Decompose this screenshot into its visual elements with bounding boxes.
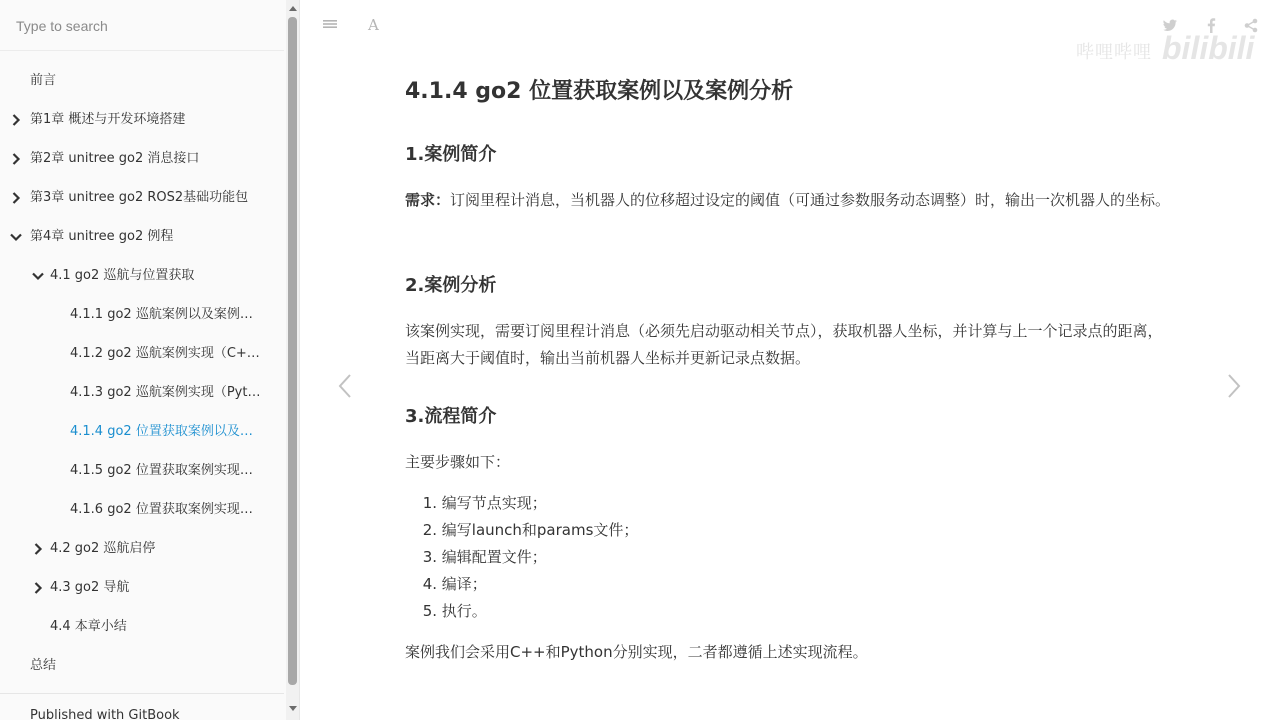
closing-paragraph: 案例我们会采用C++和Python分别实现，二者都遵循上述实现流程。 [405,643,868,661]
sidebar [0,0,300,720]
sidebar-toc-label: 4.1.5 go2 位置获取案例实现… [70,463,253,478]
list-item: 4. 编译； [422,575,487,593]
svg-text:A: A [368,16,379,33]
sidebar-toc-item[interactable] [0,264,284,288]
section-heading: 3.流程简介 [405,406,497,427]
step-text: 编写节点实现； [441,494,547,512]
chevron-right-icon[interactable] [31,581,45,595]
search-input[interactable] [14,14,278,38]
sidebar-toc-item[interactable] [0,69,284,93]
published-with-gitbook-link[interactable]: Published with GitBook [30,708,180,720]
sidebar-toc-item[interactable] [0,459,284,483]
sidebar-toc-label: 4.1.1 go2 巡航案例以及案例… [70,307,253,322]
sidebar-toc-item[interactable] [0,147,284,171]
requirement-text: 订阅里程计消息，当机器人的位移超过设定的阈值（可通过参数服务动态调整）时，输出一次机器人的坐标。 [450,191,1171,209]
list-item: 1. 编写节点实现； [422,494,547,512]
chevron-down-icon[interactable] [9,230,23,244]
next-page-chevron-icon[interactable] [1226,372,1242,404]
step-text: 编写launch和params文件； [441,521,639,539]
section-heading: 2.案例分析 [405,275,497,296]
sidebar-scrollbar[interactable] [286,0,299,720]
chevron-right-icon[interactable] [31,542,45,556]
page-title: 4.1.4 go2 位置获取案例以及案例分析 [405,79,794,104]
sidebar-toc-label: 第1章 概述与开发环境搭建 [30,112,186,127]
sidebar-toc-label: 第3章 unitree go2 ROS2基础功能包 [30,190,249,205]
steps-list [405,490,638,625]
steps-intro: 主要步骤如下： [405,453,511,471]
gitbook-footer [0,693,284,720]
sidebar-toc-label: 4.4 本章小结 [50,619,127,634]
sidebar-toc-label: 前言 [30,73,57,88]
chevron-right-icon[interactable] [9,152,23,166]
scroll-up-arrow[interactable] [289,6,297,11]
analysis-paragraph: 该案例实现，需要订阅里程计消息（必须先启动驱动相关节点），获取机器人坐标，并计算与上一个记录点的距离，当距离大于阈值时，输出当前机器人坐标并更新记录点数据。 [405,322,1163,367]
chevron-right-icon[interactable] [9,191,23,205]
sidebar-toc-item[interactable] [0,381,284,405]
scroll-thumb[interactable] [288,17,297,685]
sidebar-toc-item[interactable] [0,108,284,132]
sidebar-toc-label: 4.2 go2 巡航启停 [50,541,156,556]
sidebar-toc-label: 4.1 go2 巡航与位置获取 [50,268,195,283]
sidebar-toc-item[interactable] [0,303,284,327]
search-bar [0,0,284,51]
step-text: 执行。 [441,602,487,620]
sidebar-toc-label: 4.1.3 go2 巡航案例实现（Pyt… [70,385,261,400]
sidebar-toc-item[interactable] [0,654,284,678]
watermark-logo: bilibili [1162,30,1255,66]
sidebar-toc-item[interactable] [0,225,284,249]
sidebar-toc-label: 第2章 unitree go2 消息接口 [30,151,200,166]
sidebar-toc-label: 4.1.6 go2 位置获取案例实现… [70,502,253,517]
bilibili-watermark [1076,30,1260,68]
sidebar-toc-label: 第4章 unitree go2 例程 [30,229,174,244]
step-text: 编译； [441,575,487,593]
sidebar-toc-label: 4.3 go2 导航 [50,580,130,595]
sidebar-toc-label: 4.1.2 go2 巡航案例实现（C+… [70,346,260,361]
sidebar-toc-item[interactable] [0,420,284,444]
requirement-label: 需求： [405,191,451,209]
section-heading: 1.案例简介 [405,144,497,165]
requirement-paragraph [405,187,1175,214]
sidebar-toc-label: 4.1.4 go2 位置获取案例以及… [70,424,253,439]
sidebar-toc-item[interactable] [0,537,284,561]
list-item: 3. 编辑配置文件； [422,548,547,566]
sidebar-toc-label: 总结 [30,658,57,673]
scroll-down-arrow[interactable] [289,706,297,711]
sidebar-toc-item[interactable] [0,498,284,522]
sidebar-toc-item[interactable] [0,186,284,210]
chevron-right-icon[interactable] [9,113,23,127]
sidebar-toc-item[interactable] [0,576,284,600]
hamburger-menu-icon[interactable] [322,16,338,36]
previous-page-chevron-icon[interactable] [337,372,353,404]
step-text: 编辑配置文件； [441,548,547,566]
list-item: 2. 编写launch和params文件； [422,521,639,539]
watermark-text: 哔哩哔哩 [1076,42,1152,62]
sidebar-toc-item[interactable] [0,342,284,366]
list-item: 5. 执行。 [422,602,487,620]
font-settings-icon[interactable] [366,15,382,37]
chevron-down-icon[interactable] [31,269,45,283]
sidebar-toc-item[interactable] [0,615,284,639]
